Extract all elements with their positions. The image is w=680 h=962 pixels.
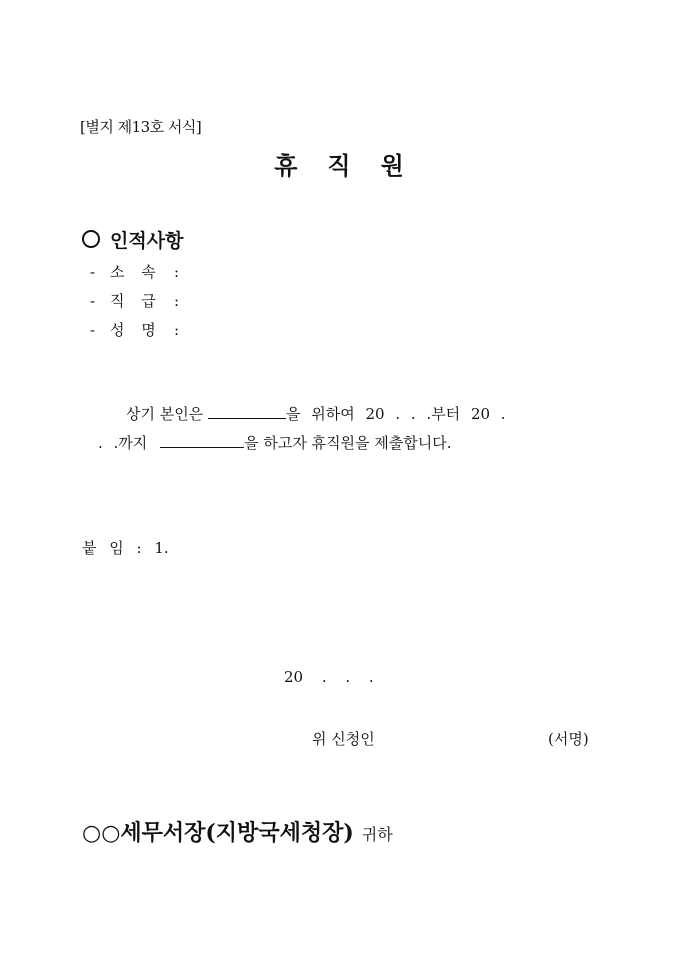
form-number: [별지 제13호 서식] <box>80 118 202 136</box>
circle-marker-icon <box>82 230 100 248</box>
recipient-line <box>82 816 393 847</box>
field-label-rank: 직 급 <box>110 292 162 310</box>
document-title <box>0 146 680 181</box>
statement-text-1a: 상기 본인은 <box>126 405 204 423</box>
leave-type-blank-line <box>160 433 244 448</box>
statement-text-1b: 을 위하여 20 . . .부터 20 . <box>286 405 506 423</box>
field-label-department: 소 속 <box>110 263 162 281</box>
attachment-line: 붙 임 : 1. <box>82 539 169 557</box>
field-colon: : <box>174 292 180 310</box>
title-char-2: 직 <box>327 151 353 180</box>
field-label-name: 성 명 <box>110 321 162 339</box>
statement-line-1 <box>126 403 506 424</box>
field-dash: - <box>90 321 96 339</box>
statement-text-2a: . .까지 <box>98 434 148 452</box>
section-heading: 인적사항 <box>110 230 184 252</box>
recipient-main: ○○세무서장(지방국세청장) <box>82 820 354 846</box>
statement-text-2b: 을 하고자 휴직원을 제출합니다. <box>244 434 452 452</box>
field-department <box>90 261 179 282</box>
reason-blank-line <box>208 404 286 419</box>
field-rank <box>90 290 179 311</box>
applicant-label: 위 신청인 <box>312 730 375 748</box>
field-name <box>90 319 179 340</box>
field-colon: : <box>174 321 180 339</box>
signature-label: (서명) <box>548 730 589 748</box>
statement-line-2 <box>98 432 452 453</box>
field-dash: - <box>90 263 96 281</box>
section-personal-info <box>82 226 183 253</box>
field-dash: - <box>90 292 96 310</box>
title-char-1: 휴 <box>274 151 300 180</box>
recipient-suffix: 귀하 <box>361 825 393 844</box>
field-colon: : <box>174 263 180 281</box>
date-line: 20 . . . <box>284 668 374 686</box>
title-char-3: 원 <box>380 151 406 180</box>
